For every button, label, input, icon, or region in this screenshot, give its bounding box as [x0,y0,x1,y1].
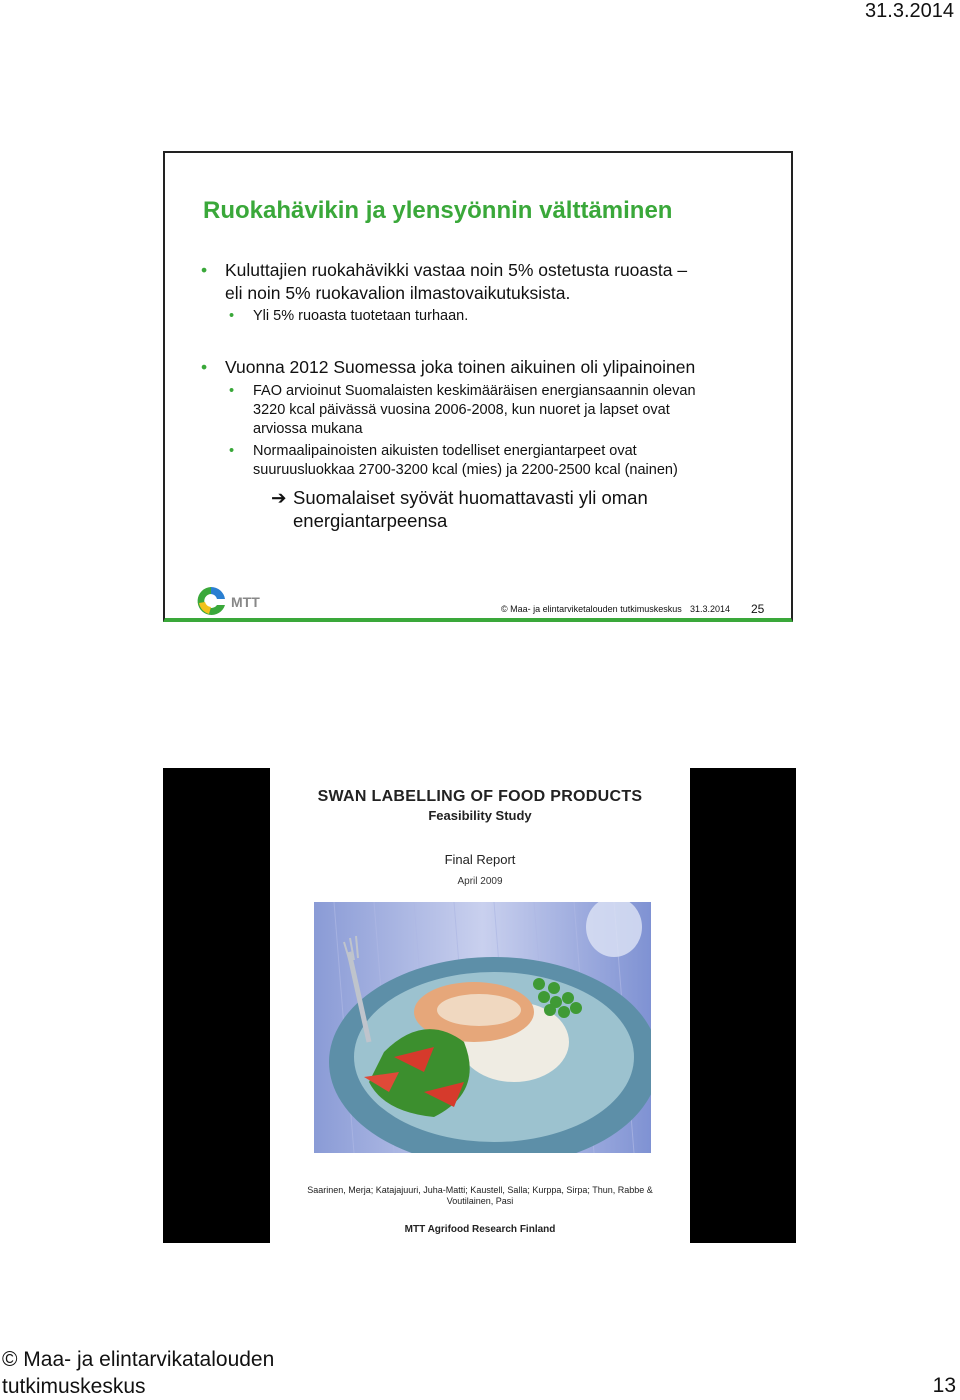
subbullet-produced-in-vain [229,307,781,326]
subbullet-energy-needs [229,442,781,480]
report-cover [270,768,690,1243]
footer-text: © Maa- ja elintarvikatalouden [2,1348,275,1371]
report-subtitle: Feasibility Study [428,808,532,823]
subbullet-text: • Normaalipainoisten aikuisten todelliset energiantarpeet ovat [253,443,637,459]
subbullet-text: suuruusluokkaa 2700-3200 kcal (mies) ja 2200-2500 kcal (nainen) [253,462,678,478]
report-organization: MTT Agrifood Research Finland [404,1224,556,1235]
footer-text: tutkimuskeskus [2,1375,146,1398]
slide-ruokahavikki [163,151,793,622]
authors-text: Voutilainen, Pasi [446,1196,514,1206]
bullet-list [201,259,781,532]
slide-footer-copyright: © Maa- ja elintarviketalouden tutkimuskeskus [501,604,682,614]
report-authors [290,1185,670,1207]
arrow-right-icon: ➔ [271,487,287,508]
food-plate-photo [314,902,651,1153]
bullet-text: • Vuonna 2012 Suomessa joka toinen aikuinen oli ylipainoinen [225,357,696,377]
page-number: 13 [932,1374,956,1397]
page-footer-copyright [2,1346,274,1400]
slide-swan-report [163,768,796,1243]
report-title: SWAN LABELLING OF FOOD PRODUCTS [317,788,643,805]
authors-text: Saarinen, Merja; Katajajuuri, Juha-Matti; Kaustell, Salla; Kurppa, Sirpa; Thun, Rabbe & [307,1185,653,1195]
conclusion-text: Suomalaiset syövät huomattavasti yli oman [293,487,648,508]
report-type: Final Report [444,852,516,867]
slide-footer-date: 31.3.2014 [690,604,731,614]
subbullet-text: • Yli 5% ruoasta tuotetaan turhaan. [253,308,469,324]
bullet-text: eli noin 5% ruokavalion ilmastovaikutuksista. [225,283,571,303]
mtt-logo-icon [195,583,275,619]
bullet-text: • Kuluttajien ruokahävikki vastaa noin 5% ostetusta ruoasta – [225,260,688,280]
subbullet-fao [229,382,781,439]
bullet-overweight [201,356,781,379]
slide-title: Ruokahävikin ja ylensyönnin välttäminen [203,197,673,224]
page-date: 31.3.2014 [865,0,954,22]
report-date: April 2009 [457,876,503,887]
svg-text:MTT: MTT [231,594,260,610]
conclusion-text: energiantarpeensa [293,510,448,531]
subbullet-text: 3220 kcal päivässä vuosina 2006-2008, kun nuoret ja lapset ovat [253,402,670,418]
subbullet-text: • FAO arvioinut Suomalaisten keskimääräisen energiansaannin olevan [253,383,696,399]
bullet-food-waste [201,259,781,305]
conclusion-arrow-line [271,486,781,532]
slide-number: 25 [751,602,765,616]
subbullet-text: arviossa mukana [253,421,363,437]
